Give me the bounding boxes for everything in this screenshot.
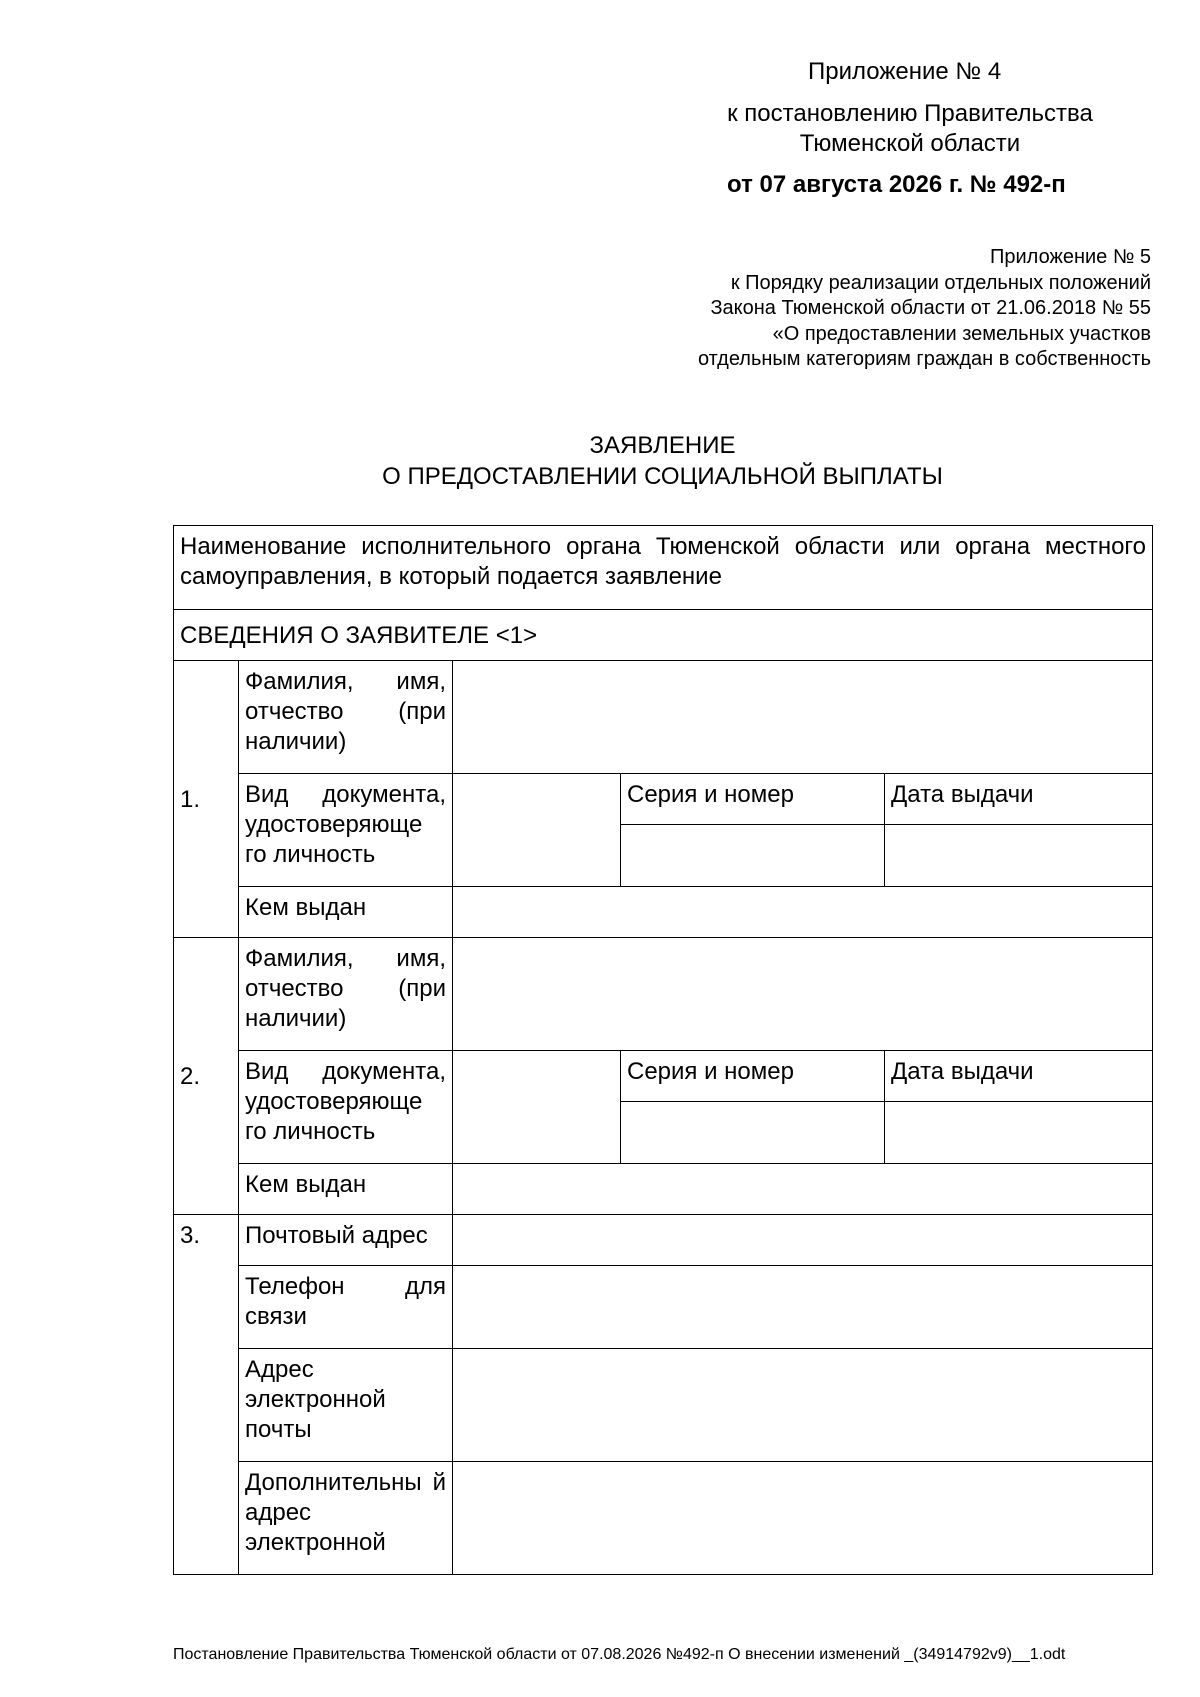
fio-label: Фамилия, имя, отчество (при наличии) [239,661,453,774]
row2-series-input[interactable] [621,1102,885,1164]
row1-number: 1. [174,661,239,938]
applicant-section-row [174,610,1153,661]
document-subtitle: О ПРЕДОСТАВЛЕНИИ СОЦИАЛЬНОЙ ВЫПЛАТЫ [382,463,943,490]
row3-phone [174,1266,1153,1349]
application-form-table [173,525,1153,1575]
extra-email-label: Дополнительны й адрес электронной [239,1462,453,1575]
row2-issued [174,1164,1153,1215]
row2-doc-type-input[interactable] [453,1051,621,1164]
row2-date-input[interactable] [885,1102,1153,1164]
row1-fio [174,661,1153,774]
date-label: Дата выдачи [885,774,1153,825]
sub-appendix-line: Приложение № 5 [990,246,1151,268]
email-input[interactable] [453,1349,1153,1462]
row3-number: 3. [174,1215,239,1575]
postal-address-input[interactable] [453,1215,1153,1266]
row3-email [174,1349,1153,1462]
authority-label: Наименование исполнительного органа Тюменской области или органа местного самоуправления, в который подается заявление [174,526,1153,610]
sub-appendix-line: к Порядку реализации отдельных положений [730,271,1151,294]
issued-by-label: Кем выдан [239,1164,453,1215]
postal-label: Почтовый адрес [239,1215,453,1266]
row1-fio-input[interactable] [453,661,1153,774]
phone-label: Телефон для связи [239,1266,453,1349]
applicant-section-heading: СВЕДЕНИЯ О ЗАЯВИТЕЛЕ <1> [174,610,1153,661]
issued-by-label: Кем выдан [239,887,453,938]
row1-issued [174,887,1153,938]
row3-postal [174,1215,1153,1266]
row2-number: 2. [174,938,239,1215]
appendix-number: Приложение № 4 [808,58,1002,85]
row2-fio [174,938,1153,1051]
sub-appendix-line: «О предоставлении земельных участков [772,322,1151,345]
series-label: Серия и номер [621,1051,885,1102]
row1-issued-by-input[interactable] [453,887,1153,938]
row1-series-input[interactable] [621,825,885,887]
row2-issued-by-input[interactable] [453,1164,1153,1215]
fio-label: Фамилия, имя, отчество (при наличии) [239,938,453,1051]
row2-fio-input[interactable] [453,938,1153,1051]
series-label: Серия и номер [621,774,885,825]
resolution-line-1: к постановлению Правительства [727,100,1093,127]
sub-appendix-line: отдельным категориям граждан в собственность [697,348,1151,371]
row1-doc-type-input[interactable] [453,774,621,887]
phone-input[interactable] [453,1266,1153,1349]
row1-date-input[interactable] [885,825,1153,887]
footer-file-info: Постановление Правительства Тюменской области от 07.08.2026 №492-п О внесении изменений _(34914792v9)__1.odt [173,1646,1066,1663]
row3-extra-email [174,1462,1153,1575]
authority-row [174,526,1153,610]
extra-email-input[interactable] [453,1462,1153,1575]
sub-appendix-line: Закона Тюменской области от 21.06.2018 № 55 [710,297,1151,320]
document-title: ЗАЯВЛЕНИЕ [589,432,736,459]
resolution-line-2: Тюменской области [799,130,1021,157]
date-label: Дата выдачи [885,1051,1153,1102]
row2-doc [174,1051,1153,1102]
doc-label: Вид документа, удостоверяюще го личность [239,774,453,887]
doc-label: Вид документа, удостоверяюще го личность [239,1051,453,1164]
email-label: Адрес электронной почты [239,1349,453,1462]
row1-doc [174,774,1153,825]
resolution-date-number: от 07 августа 2026 г. № 492-п [727,171,1066,198]
sub-appendix-block [551,245,1151,373]
